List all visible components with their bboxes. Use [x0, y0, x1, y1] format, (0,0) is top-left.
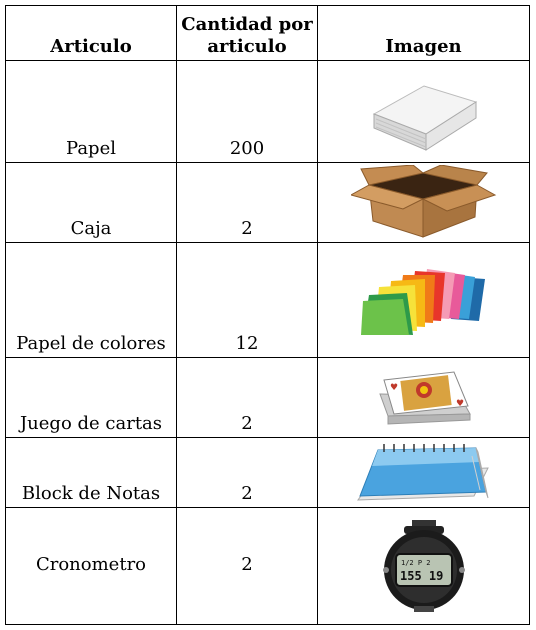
header-row [6, 6, 530, 61]
image-cell [318, 163, 530, 243]
image-cell [318, 243, 530, 358]
table-row [6, 163, 530, 243]
table-row [6, 61, 530, 163]
quantity-cell: 12 [177, 243, 318, 358]
colored-paper-icon [359, 265, 489, 335]
header-image: Imagen [318, 6, 530, 61]
quantity-cell: 2 [177, 438, 318, 508]
svg-text:♥: ♥ [455, 398, 464, 409]
image-cell [318, 358, 530, 438]
article-cell: Block de Notas [6, 438, 177, 508]
stopwatch-icon [374, 520, 474, 612]
image-cell [318, 61, 530, 163]
article-cell: Juego de cartas [6, 358, 177, 438]
image-cell [318, 508, 530, 625]
quantity-cell: 2 [177, 163, 318, 243]
cardboard-box-icon [351, 165, 497, 241]
svg-text:155 19: 155 19 [399, 569, 443, 583]
quantity-cell: 2 [177, 508, 318, 625]
table-row [6, 508, 530, 625]
notepad-icon [354, 442, 494, 504]
article-cell: Cronometro [6, 508, 177, 625]
svg-text:♥: ♥ [389, 382, 398, 393]
table-row [6, 243, 530, 358]
header-quantity: Cantidad por articulo [177, 6, 318, 61]
inventory-table [5, 5, 530, 625]
image-cell [318, 438, 530, 508]
table-row [6, 358, 530, 438]
svg-text:1/2 P 2: 1/2 P 2 [400, 559, 431, 567]
header-article: Articulo [6, 6, 177, 61]
table-row [6, 438, 530, 508]
paper-stack-icon [364, 72, 484, 152]
quantity-cell: 2 [177, 358, 318, 438]
article-cell: Papel de colores [6, 243, 177, 358]
quantity-cell: 200 [177, 61, 318, 163]
article-cell: Papel [6, 61, 177, 163]
playing-cards-icon [374, 366, 474, 430]
article-cell: Caja [6, 163, 177, 243]
